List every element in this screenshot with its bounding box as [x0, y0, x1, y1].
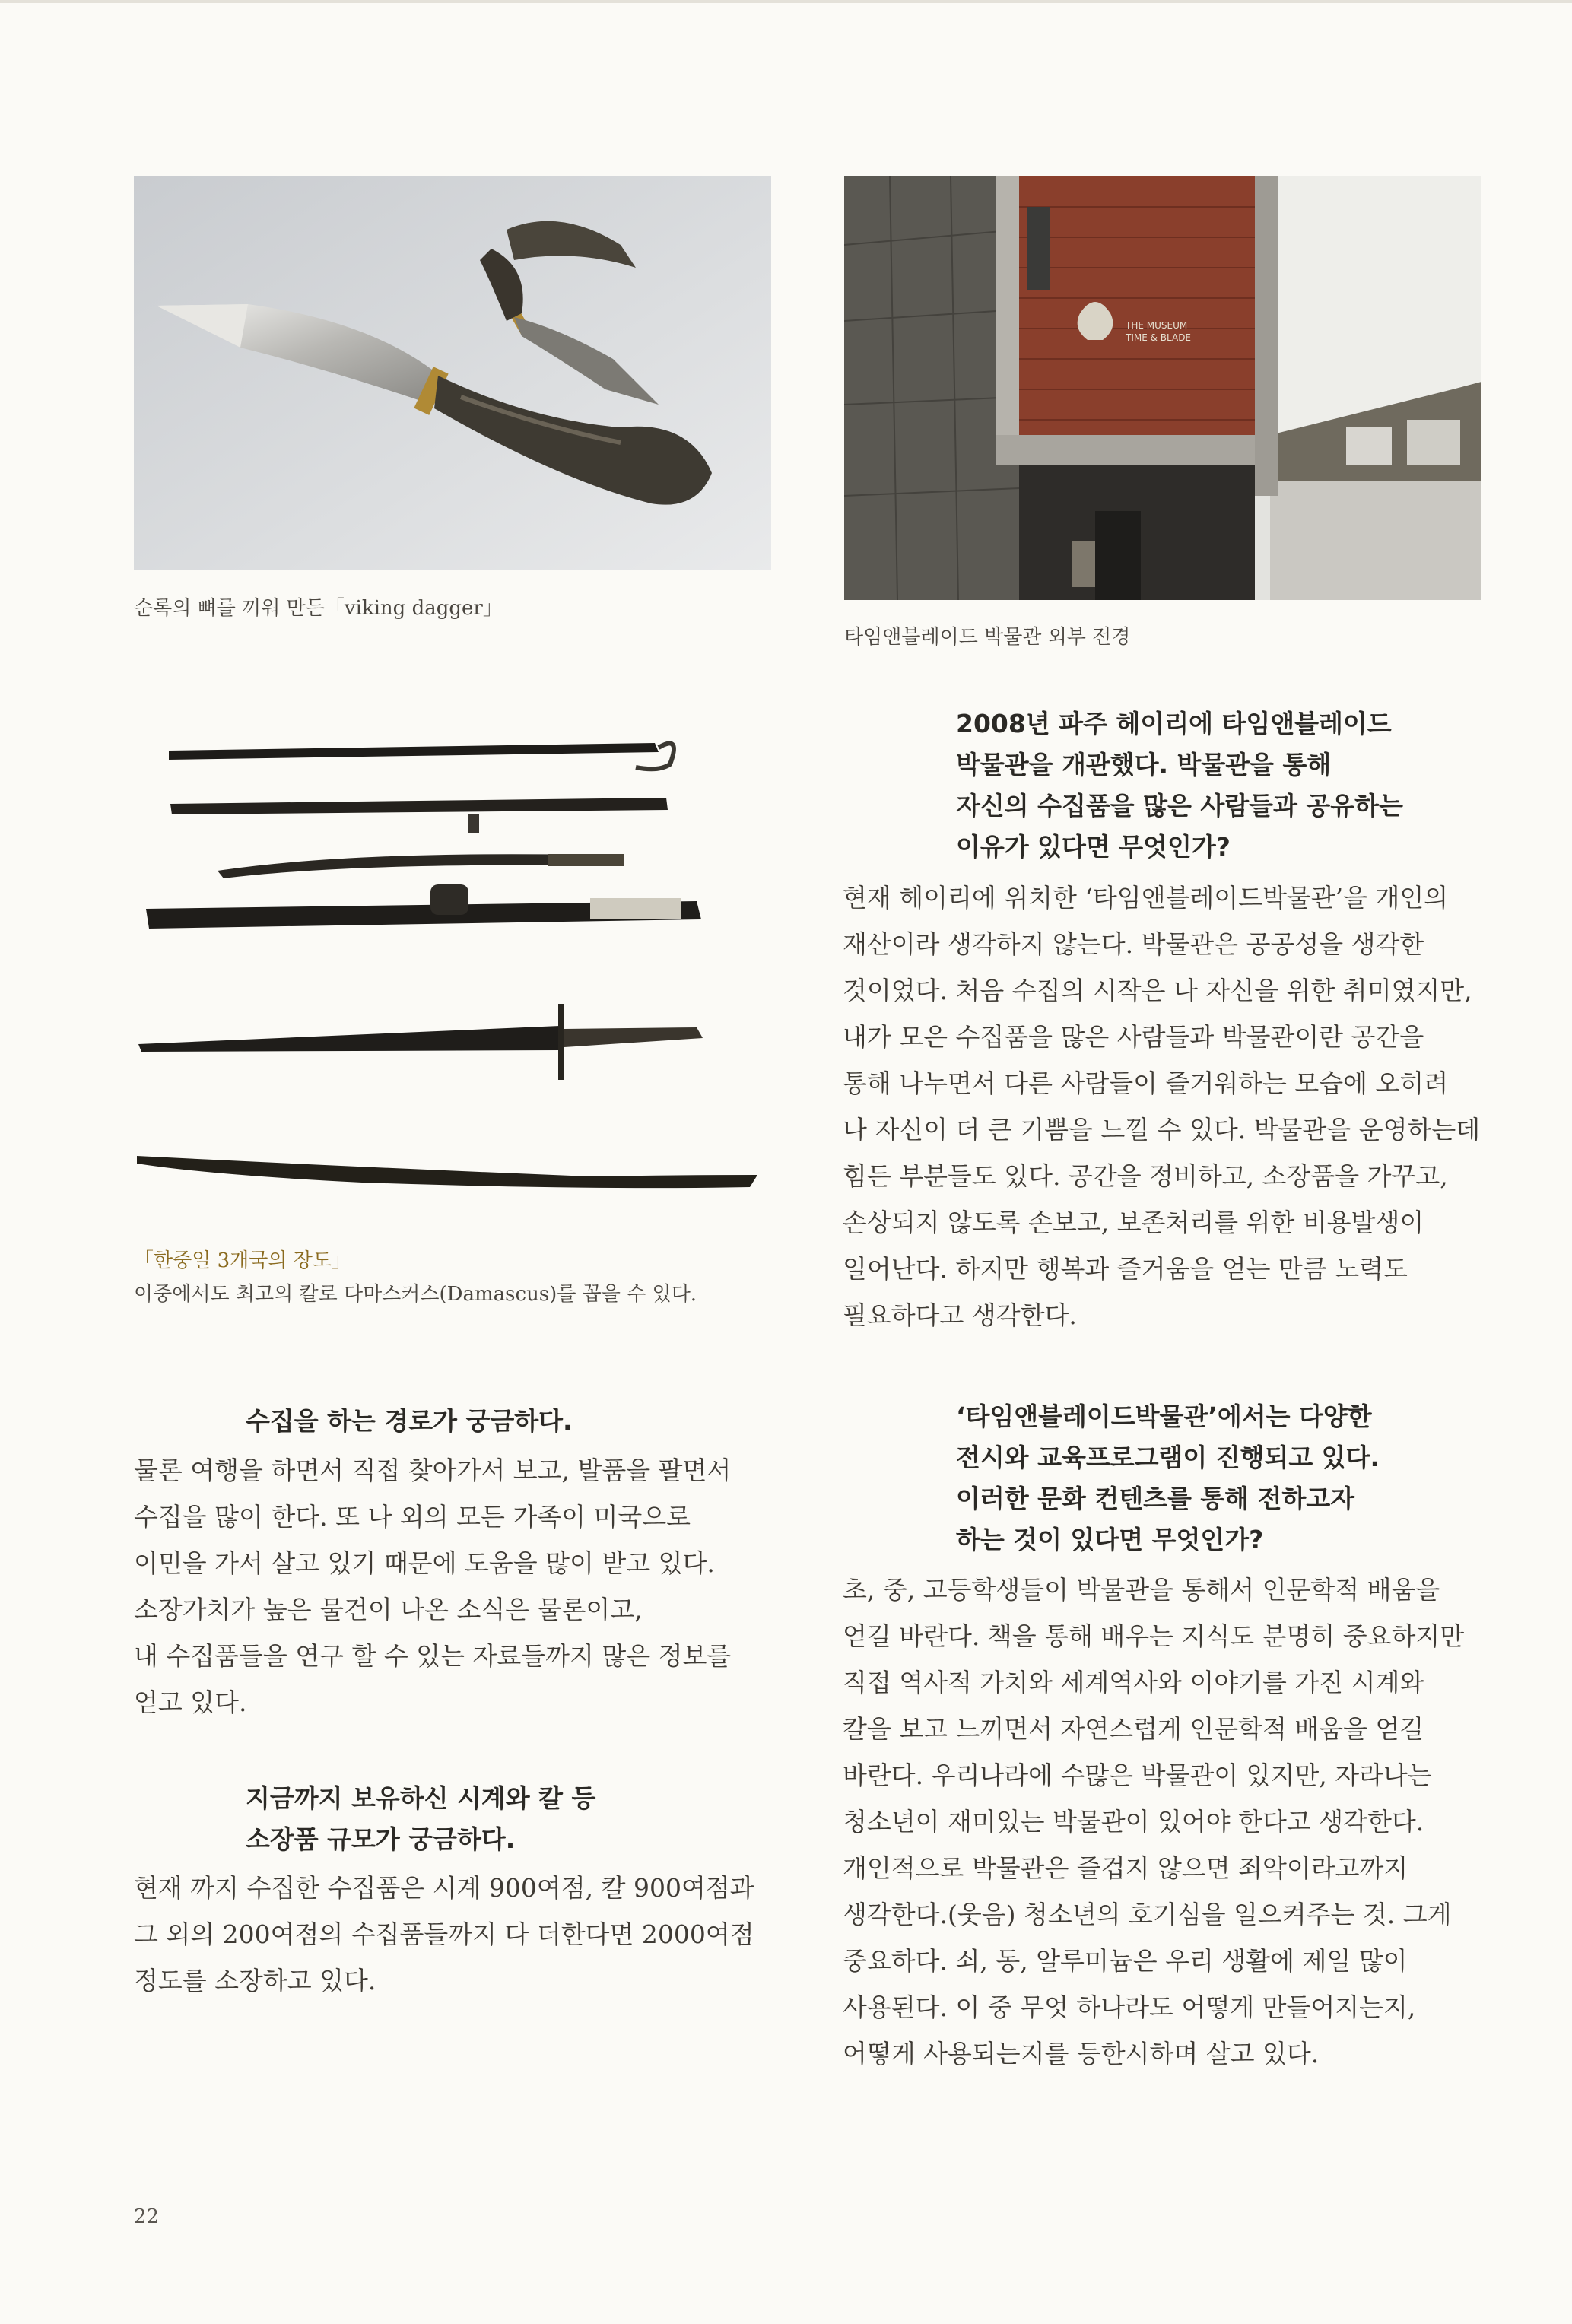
- scale-question: [246, 1778, 595, 1860]
- route-answer-line: 물론 여행을 하면서 직접 찾아가서 보고, 발품을 팔면서: [134, 1456, 732, 1485]
- top-rule: [0, 0, 1572, 3]
- museum-answer-line: 필요하다고 생각한다.: [843, 1300, 1077, 1330]
- museum-question-line: 박물관을 개관했다. 박물관을 통해: [956, 750, 1332, 779]
- programs-answer-line: 사용된다. 이 중 무엇 하나라도 어떻게 만들어지는지,: [843, 1992, 1416, 2022]
- museum-answer-line: 손상되지 않도록 손보고, 보존처리를 위한 비용발생이: [843, 1208, 1424, 1237]
- dagger-caption: [134, 592, 503, 625]
- museum-sign-line-1: THE MUSEUM: [1126, 320, 1188, 331]
- museum-answer-line: 나 자신이 더 큰 기쁨을 느낄 수 있다. 박물관을 운영하는데: [843, 1115, 1481, 1145]
- programs-answer: [843, 1567, 1464, 2077]
- museum-exterior-photo: [844, 176, 1481, 600]
- museum-answer-line: 것이었다. 처음 수집의 시작은 나 자신을 위한 취미였지만,: [843, 976, 1472, 1005]
- museum-answer: [843, 875, 1480, 1338]
- viking-dagger-photo: [134, 176, 771, 570]
- scale-answer-line: 현재 까지 수집한 수집품은 시계 900여점, 칼 900여점과: [134, 1873, 754, 1903]
- programs-answer-line: 바란다. 우리나라에 수많은 박물관이 있지만, 자라나는: [843, 1760, 1432, 1790]
- programs-answer-line: 청소년이 재미있는 박물관이 있어야 한다고 생각한다.: [843, 1807, 1424, 1837]
- programs-answer-line: 생각한다.(웃음) 청소년의 호기심을 일으켜주는 것. 그게: [843, 1900, 1452, 1929]
- museum-answer-line: 통해 나누면서 다른 사람들이 즐거워하는 모습에 오히려: [843, 1068, 1449, 1098]
- programs-answer-line: 칼을 보고 느끼면서 자연스럽게 인문학적 배움을 얻길: [843, 1714, 1424, 1744]
- museum-question-line: 자신의 수집품을 많은 사람들과 공유하는: [956, 791, 1403, 821]
- museum-question-line: 이유가 있다면 무엇인가?: [956, 832, 1231, 862]
- programs-answer-line: 초, 중, 고등학생들이 박물관을 통해서 인문학적 배움을: [843, 1575, 1440, 1605]
- route-answer-line: 얻고 있다.: [134, 1687, 247, 1717]
- scale-answer: [134, 1865, 754, 2004]
- route-answer-line: 소장가치가 높은 물건이 나온 소식은 물론이고,: [134, 1595, 643, 1624]
- scale-question-line: 소장품 규모가 궁금하다.: [246, 1824, 516, 1854]
- programs-answer-line: 중요하다. 쇠, 동, 알루미늄은 우리 생활에 제일 많이: [843, 1946, 1408, 1976]
- programs-answer-line: 직접 역사적 가치와 세계역사와 이야기를 가진 시계와: [843, 1668, 1424, 1697]
- swords-caption-detail: 이중에서도 최고의 칼로 다마스커스(Damascus)를 꼽을 수 있다.: [134, 1283, 697, 1306]
- museum-question: [956, 703, 1403, 868]
- route-answer-line: 이민을 가서 살고 있기 때문에 도움을 많이 받고 있다.: [134, 1548, 715, 1578]
- programs-question-line: 이러한 문화 컨텐츠를 통해 전하고자: [956, 1484, 1355, 1513]
- museum-answer-line: 일어난다. 하지만 행복과 즐거움을 얻는 만큼 노력도: [843, 1254, 1408, 1284]
- route-answer-line: 수집을 많이 한다. 또 나 외의 모든 가족이 미국으로: [134, 1502, 691, 1532]
- programs-question-line: 전시와 교육프로그램이 진행되고 있다.: [956, 1443, 1380, 1472]
- route-question-line: 수집을 하는 경로가 궁금하다.: [246, 1406, 573, 1436]
- page-number: 22: [134, 2205, 160, 2228]
- programs-question: [956, 1396, 1380, 1560]
- scale-question-line: 지금까지 보유하신 시계와 칼 등: [246, 1783, 596, 1813]
- museum-answer-line: 현재 헤이리에 위치한 ‘타임앤블레이드박물관’을 개인의: [843, 883, 1449, 913]
- programs-question-line: 하는 것이 있다면 무엇인가?: [956, 1525, 1264, 1554]
- route-answer: [134, 1447, 731, 1726]
- route-answer-line: 내 수집품들을 연구 할 수 있는 자료들까지 많은 정보를: [134, 1641, 732, 1671]
- route-question: [246, 1401, 573, 1442]
- scale-answer-line: 정도를 소장하고 있다.: [134, 1966, 376, 1995]
- scale-answer-line: 그 외의 200여점의 수집품들까지 다 더한다면 2000여점: [134, 1919, 754, 1949]
- swords-photo: [134, 726, 757, 1190]
- programs-answer-line: 개인적으로 박물관은 즐겁지 않으면 죄악이라고까지: [843, 1853, 1408, 1883]
- museum-question-line: 2008년 파주 헤이리에 타임앤블레이드: [956, 709, 1392, 738]
- museum-answer-line: 재산이라 생각하지 않는다. 박물관은 공공성을 생각한: [843, 929, 1424, 959]
- programs-answer-line: 어떻게 사용되는지를 등한시하며 살고 있다.: [843, 2039, 1320, 2068]
- swords-caption-title: 「한중일 3개국의 장도」: [134, 1249, 351, 1272]
- museum-sign-line-2: TIME & BLADE: [1126, 332, 1192, 343]
- museum-caption: [844, 621, 1130, 654]
- swords-caption: [134, 1244, 697, 1311]
- museum-caption-text: 타임앤블레이드 박물관 외부 전경: [844, 626, 1131, 649]
- programs-answer-line: 얻길 바란다. 책을 통해 배우는 지식도 분명히 중요하지만: [843, 1621, 1465, 1651]
- museum-answer-line: 힘든 부분들도 있다. 공간을 정비하고, 소장품을 가꾸고,: [843, 1161, 1448, 1191]
- museum-answer-line: 내가 모은 수집품을 많은 사람들과 박물관이란 공간을: [843, 1022, 1424, 1052]
- programs-question-line: ‘타임앤블레이드박물관’에서는 다양한: [956, 1402, 1372, 1431]
- dagger-caption-text: 순록의 뼈를 끼워 만든「viking dagger」: [134, 597, 503, 620]
